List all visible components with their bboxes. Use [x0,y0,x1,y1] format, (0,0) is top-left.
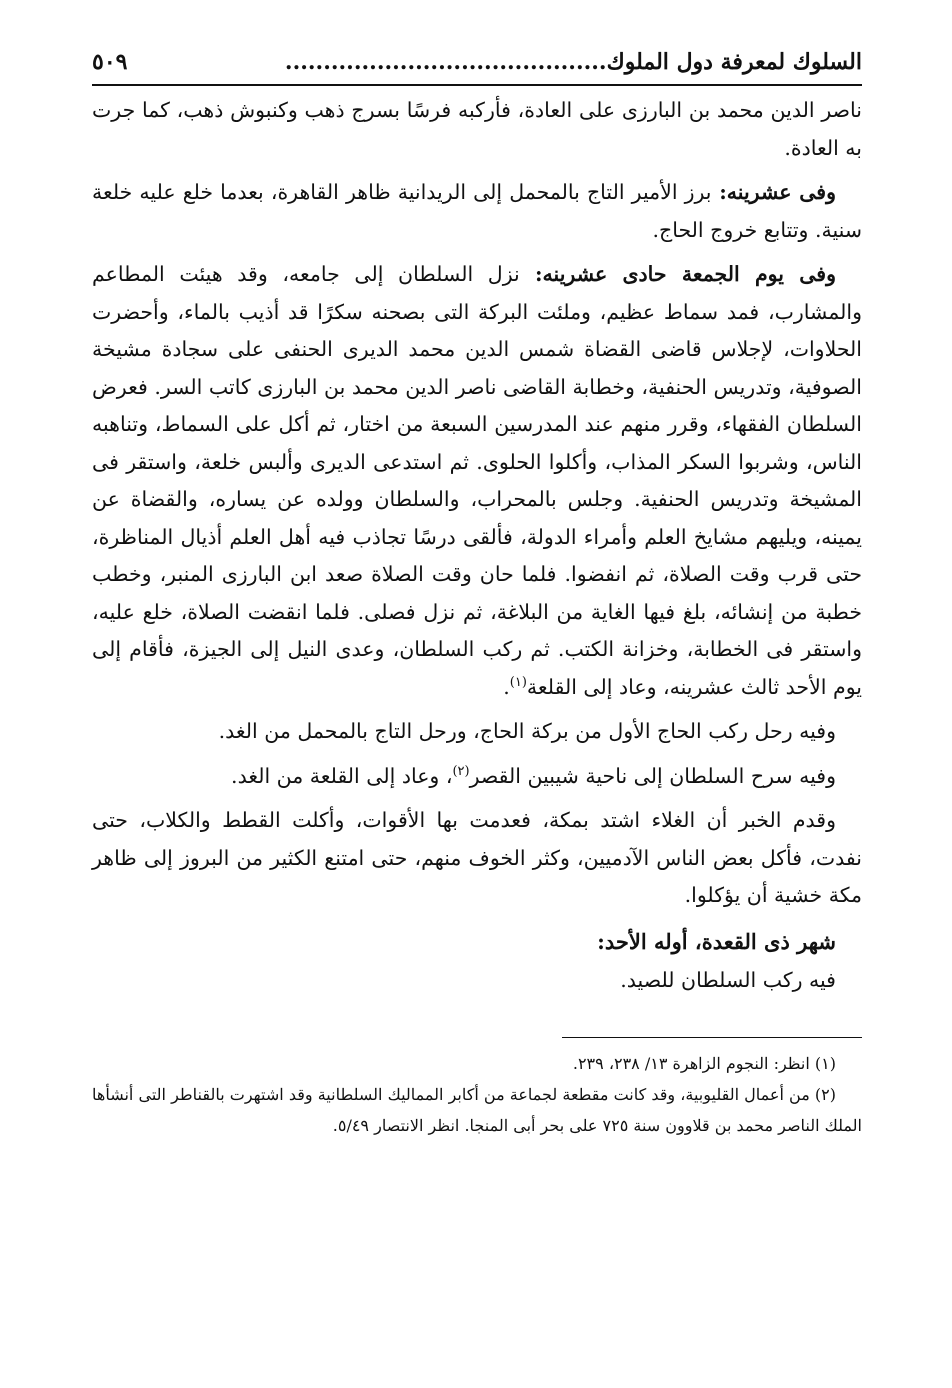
paragraph-3 [92,256,862,706]
section-heading: شهر ذى القعدة، أوله الأحد: [597,928,836,954]
paragraph-text: وقدم الخبر أن الغلاء اشتد بمكة، فعدمت بها الأقوات، وأكلت القطط والكلاب، حتى نفدت، فأكل بعض الناس الآدميين، وكثر الخوف منهم، حتى امتنع الكثير من البروز إلى ظاهر مكة خشية أن يؤكلوا. [92,808,862,907]
paragraph-6 [92,802,862,915]
book-page [92,44,862,1354]
paragraph-text: وفيه رحل ركب الحاج الأول من بركة الحاج، ورحل التاج بالمحمل من الغد. [218,719,836,743]
paragraph-text: برز الأمير التاج بالمحمل إلى الريدانية ظاهر القاهرة، بعدما خلع عليه خلعة سنية. وتتابع خروج الحاج. [92,180,862,242]
paragraph-text: نزل السلطان إلى جامعه، وقد هيئت المطاعم والمشارب، فمد سماط عظيم، وملئت البركة التى بصحنه سكرًا قد أذيب بالماء، وأحضرت الحلاوات، لإجلاس قاضى القضاة شمس الدين محمد الديرى الحنفى على سجادة مشيخة الصوفية، وتدريس الحنفية، وخطابة القاضى ناصر الدين محمد بن البارزى كاتب السر. فعرض السلطان الفقهاء، وقرر منهم عند المدرسين السبعة من اختار، ثم أكل على السماط، وتناهبه الناس، وشربوا السكر المذاب، وأكلوا الحلوى. ثم استدعى الديرى وألبس خلعة، واستقر فى المشيخة وتدريس الحنفية. وجلس بالمحراب، والسلطان وولده عن يساره، والقضاة عن يمينه، ويليهم مشايخ العلم وأمراء الدولة، فألقى درسًا تجاذب فيه أهل العلم أذيال المناظرة، حتى قرب وقت الصلاة، ثم انفضوا. فلما حان وقت الصلاة صعد ابن البارزى المنبر، وخطب خطبة من إنشائه، بلغ فيها الغاية من البلاغة، ثم نزل فصلى. فلما انقضت الصلاة، خلع عليه، واستقر فى الخطابة، وخزانة الكتب. ثم ركب السلطان، وعدى النيل إلى الجيزة، فأقام إلى يوم الأحد ثالث عشرينه، وعاد إلى القلعة [92,262,862,699]
paragraph-text: وفيه سرح السلطان إلى ناحية شيبين القصر [469,763,836,788]
paragraph-2 [92,174,862,249]
footnote-divider [562,1037,862,1038]
paragraph-text: ناصر الدين محمد بن البارزى على العادة، فأركبه فرسًا بسرج ذهب وكنبوش ذهب، كما جرت به العادة. [92,98,862,160]
paragraph-tail: ، وعاد إلى القلعة من الغد. [231,763,453,788]
footnote-marker[interactable]: (١) [509,674,527,690]
closing-line: فيه ركب السلطان للصيد. [620,967,836,992]
book-title: السلوك لمعرفة دول الملوك [606,49,862,75]
paragraph-lead: وفى يوم الجمعة حادى عشرينه: [519,262,836,286]
running-title [285,44,862,80]
paragraph-5 [92,758,862,796]
paragraph-lead: وفى عشرينه: [711,180,836,204]
paragraph-1 [92,92,862,167]
paragraph-4 [92,713,862,751]
footnote-2: (٢) من أعمال القليوبية، وقد كانت مقطعة لجماعة من أكابر المماليك السلطانية وقد اشتهرت بالقناطر التى أنشأها الملك الناصر محمد بن قلاوون سنة ٧٢٥ على بحر أبى المنجا. انظر الانتصار ٥/٤٩. [92,1085,862,1135]
running-header [92,44,862,86]
footnote-marker[interactable]: (٢) [452,763,470,779]
page-number: ٥٠٩ [92,49,128,75]
footnote-1: (١) انظر: النجوم الزاهرة ١٣/ ٢٣٨، ٢٣٩. [572,1054,836,1073]
leader-dots: .......................................... [284,49,607,75]
paragraph-tail: . [503,674,510,699]
